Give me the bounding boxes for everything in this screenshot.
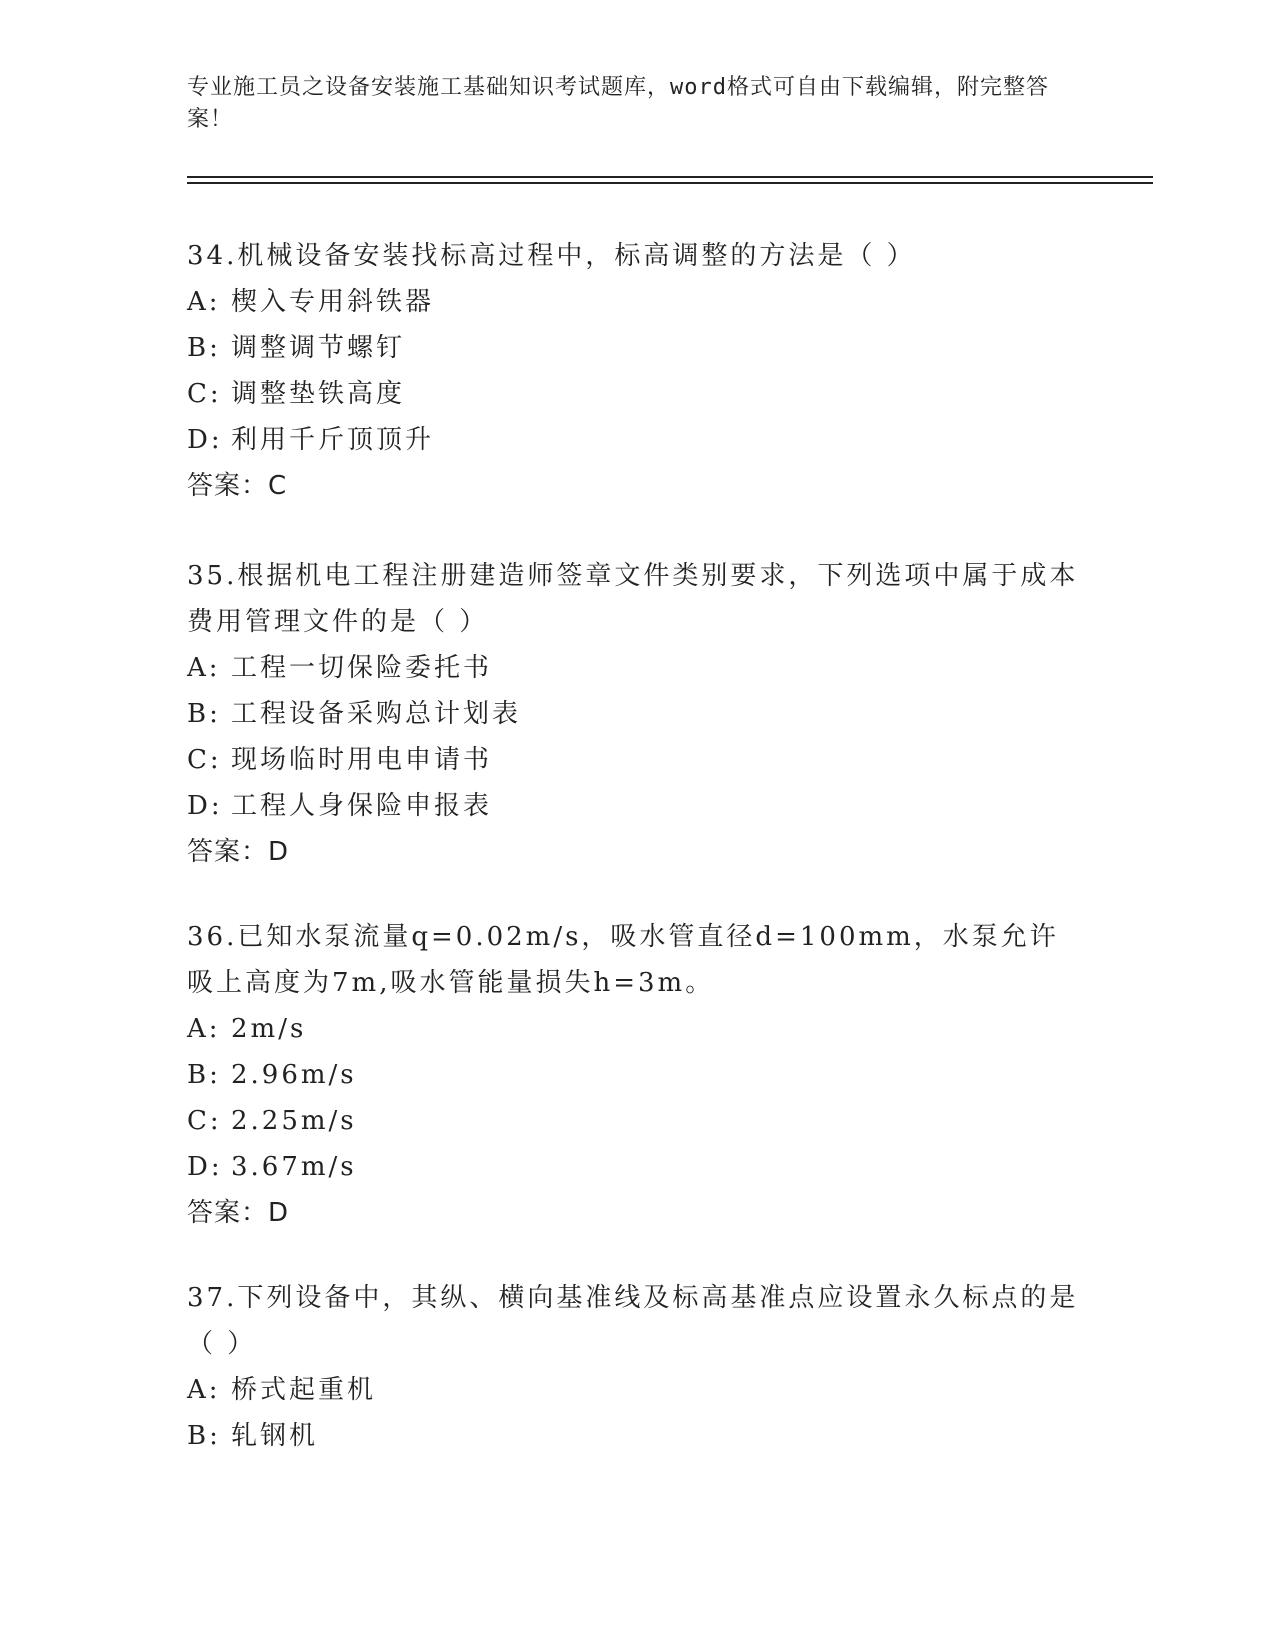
option-text: 桥式起重机 [231,1375,377,1405]
option-text: 2m/s [231,1014,307,1044]
question-34 [187,233,1087,509]
option-letter: C: [187,1106,222,1136]
question-stem: 37.下列设备中，其纵、横向基准线及标高基准点应设置永久标点的是（ ） [187,1283,1079,1359]
question-37 [187,1275,1087,1459]
option-text: 调整调节螺钉 [231,333,406,363]
question-stem: 35.根据机电工程注册建造师签章文件类别要求，下列选项中属于成本费用管理文件的是（ ） [187,561,1079,637]
option-a [187,645,1087,691]
option-c [187,1098,1087,1144]
option-letter: A: [187,287,221,317]
question-stem: 34.机械设备安装找标高过程中，标高调整的方法是（ ） [187,241,916,271]
option-text: 2.96m/s [231,1060,357,1090]
option-letter: B: [187,333,221,363]
option-b [187,325,1087,371]
option-letter: D: [187,1152,223,1182]
option-c [187,371,1087,417]
option-letter: B: [187,699,221,729]
option-letter: C: [187,745,222,775]
option-text: 工程一切保险委托书 [231,653,493,683]
option-text: 楔入专用斜铁器 [231,287,435,317]
option-text: 2.25m/s [231,1106,357,1136]
option-letter: B: [187,1060,221,1090]
option-a [187,1367,1087,1413]
option-letter: A: [187,653,221,683]
question-35 [187,553,1087,875]
option-text: 轧钢机 [231,1421,319,1451]
option-a [187,1006,1087,1052]
option-letter: D: [187,425,223,455]
header-divider-top [187,176,1153,178]
option-d [187,417,1087,463]
option-b [187,1052,1087,1098]
option-text: 利用千斤顶顶升 [231,425,435,455]
option-letter: D: [187,791,223,821]
option-a [187,279,1087,325]
answer-line: 答案：C [187,471,288,501]
option-text: 现场临时用电申请书 [231,745,493,775]
option-c [187,737,1087,783]
option-b [187,691,1087,737]
option-letter: A: [187,1014,221,1044]
option-text: 3.67m/s [231,1152,357,1182]
answer-line: 答案：D [187,1198,290,1228]
option-letter: B: [187,1421,221,1451]
question-stem: 36.已知水泵流量q=0.02m/s，吸水管直径d=100mm，水泵允许吸上高度为7m,吸水管能量损失h=3m。 [187,922,1059,998]
header-divider-bottom [187,182,1153,184]
option-text: 调整垫铁高度 [231,379,406,409]
document-header: 专业施工员之设备安装施工基础知识考试题库，word格式可自由下载编辑，附完整答案！ [187,75,1049,132]
option-text: 工程人身保险申报表 [231,791,493,821]
option-d [187,1144,1087,1190]
option-text: 工程设备采购总计划表 [231,699,522,729]
option-b [187,1413,1087,1459]
question-36 [187,914,1087,1236]
option-letter: A: [187,1375,221,1405]
option-d [187,783,1087,829]
answer-line: 答案：D [187,837,290,867]
option-letter: C: [187,379,222,409]
